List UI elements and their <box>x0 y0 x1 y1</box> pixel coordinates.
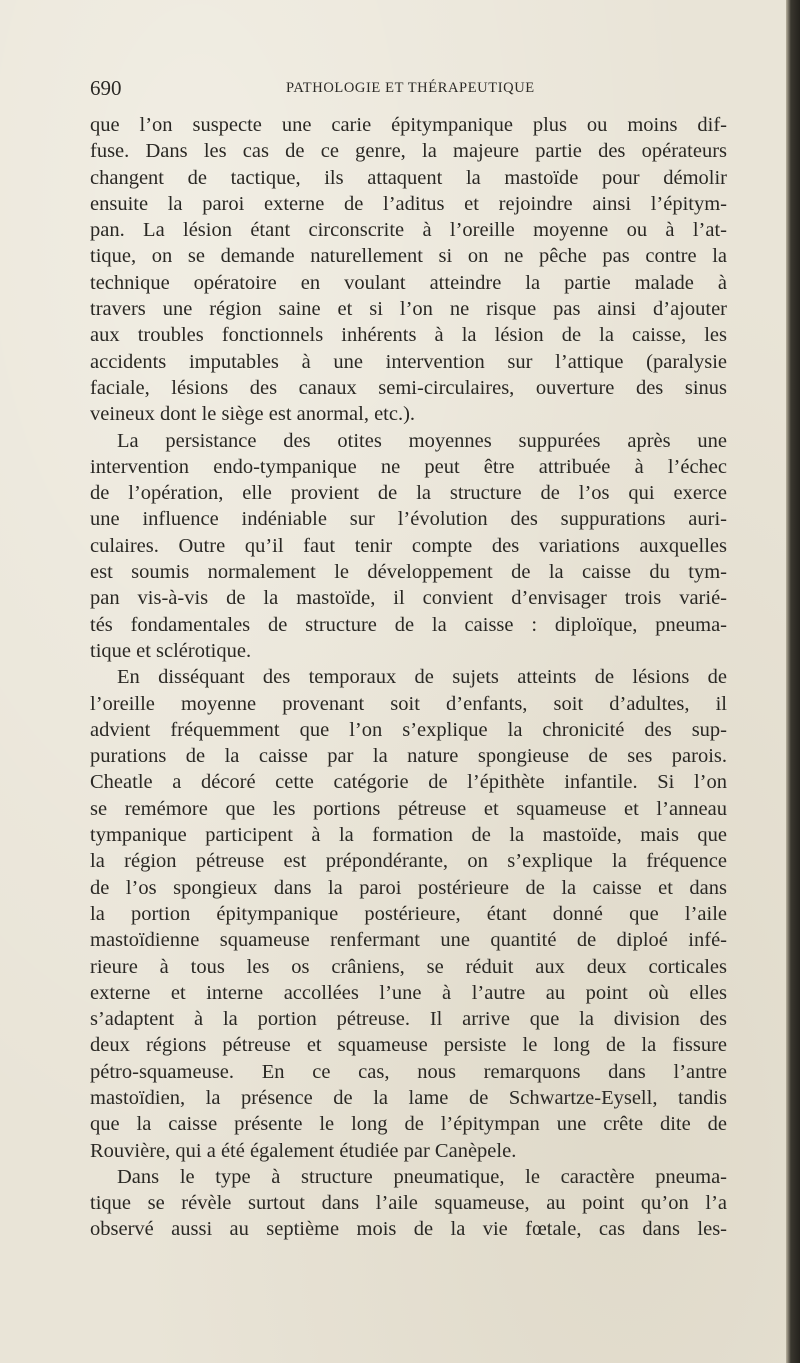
text-line: tympanique participent à la formation de la mastoïde, mais que <box>90 824 727 847</box>
running-title: PATHOLOGIE ET THÉRAPEUTIQUE <box>286 80 535 96</box>
paragraph <box>90 1164 727 1243</box>
text-line: aux troubles fonctionnels inhérents à la lésion de la caisse, les <box>90 324 727 347</box>
text-line: pan. La lésion étant circonscrite à l’oreille moyenne ou à l’at- <box>90 219 727 242</box>
text-line: changent de tactique, ils attaquent la mastoïde pour démolir <box>90 166 727 189</box>
text-line: La persistance des otites moyennes suppurées après une <box>117 429 727 452</box>
text-line: tés fondamentales de structure de la caisse : diploïque, pneuma- <box>90 613 727 636</box>
text-line: intervention endo-tympanique ne peut être attribuée à l’échec <box>90 455 727 478</box>
text-line: accidents imputables à une intervention sur l’attique (paralysie <box>90 350 727 373</box>
text-line: externe et interne accollées l’une à l’autre au point où elles <box>90 981 727 1004</box>
text-line: de l’os spongieux dans la paroi postérieure de la caisse et dans <box>90 876 727 899</box>
page-number: 690 <box>90 76 122 100</box>
text-line: pétro-squameuse. En ce cas, nous remarquons dans l’antre <box>90 1060 727 1083</box>
text-line: rieure à tous les os crâniens, se réduit aux deux corticales <box>90 955 727 978</box>
text-line: que la caisse présente le long de l’épitympan une crête dite de <box>90 1113 727 1136</box>
text-line: culaires. Outre qu’il faut tenir compte des variations auxquelles <box>90 534 727 557</box>
text-line: est soumis normalement le développement de la caisse du tym- <box>90 561 727 584</box>
text-line: travers une région saine et si l’on ne risque pas ainsi d’ajouter <box>90 298 727 321</box>
text-line: la portion épitympanique postérieure, étant donné que l’aile <box>90 902 727 925</box>
text-line: advient fréquemment que l’on s’explique la chronicité des sup- <box>90 718 727 741</box>
text-line: Cheatle a décoré cette catégorie de l’épithète infantile. Si l’on <box>90 771 727 794</box>
text-line: ensuite la paroi externe de l’aditus et rejoindre ainsi l’épitym- <box>90 192 727 215</box>
text-line: pan vis-à-vis de la mastoïde, il convient d’envisager trois varié- <box>90 587 727 610</box>
text-line: veineux dont le siège est anormal, etc.). <box>90 403 416 426</box>
text-line: technique opératoire en voulant atteindre la partie malade à <box>90 271 727 294</box>
text-line: une influence indéniable sur l’évolution des suppurations auri- <box>90 508 727 531</box>
text-line: de l’opération, elle provient de la structure de l’os qui exerce <box>90 482 727 505</box>
book-spine-edge <box>786 0 800 1363</box>
text-line: se remémore que les portions pétreuse et squameuse et l’anneau <box>90 797 727 820</box>
text-line: deux régions pétreuse et squameuse persiste le long de la fissure <box>90 1034 727 1057</box>
paragraph <box>90 112 727 428</box>
text-line: mastoïdien, la présence de la lame de Schwartze-Eysell, tandis <box>90 1086 727 1109</box>
text-line: fuse. Dans les cas de ce genre, la majeure partie des opérateurs <box>90 140 727 163</box>
text-line: En disséquant des temporaux de sujets atteints de lésions de <box>117 666 727 689</box>
paragraph <box>90 428 727 665</box>
paragraph <box>90 664 727 1164</box>
text-line: tique et sclérotique. <box>90 639 252 662</box>
text-line: purations de la caisse par la nature spongieuse de ses parois. <box>90 745 727 768</box>
text-line: faciale, lésions des canaux semi-circulaires, ouverture des sinus <box>90 376 727 399</box>
running-head <box>90 74 730 102</box>
text-line: mastoïdienne squameuse renfermant une quantité de diploé infé- <box>90 929 727 952</box>
text-line: tique se révèle surtout dans l’aile squameuse, au point qu’on l’a <box>90 1192 727 1215</box>
text-line: Rouvière, qui a été également étudiée par Canèpele. <box>90 1139 517 1162</box>
body-text <box>90 112 727 1243</box>
text-line: l’oreille moyenne provenant soit d’enfants, soit d’adultes, il <box>90 692 727 715</box>
text-line: s’adaptent à la portion pétreuse. Il arrive que la division des <box>90 1008 727 1031</box>
text-line: Dans le type à structure pneumatique, le caractère pneuma- <box>117 1165 727 1188</box>
text-line: tique, on se demande naturellement si on ne pêche pas contre la <box>90 245 727 268</box>
text-line: que l’on suspecte une carie épitympanique plus ou moins dif- <box>90 114 727 136</box>
text-line: observé aussi au septième mois de la vie fœtale, cas dans les- <box>90 1218 727 1241</box>
text-line: la région pétreuse est prépondérante, on s’explique la fréquence <box>90 850 727 873</box>
